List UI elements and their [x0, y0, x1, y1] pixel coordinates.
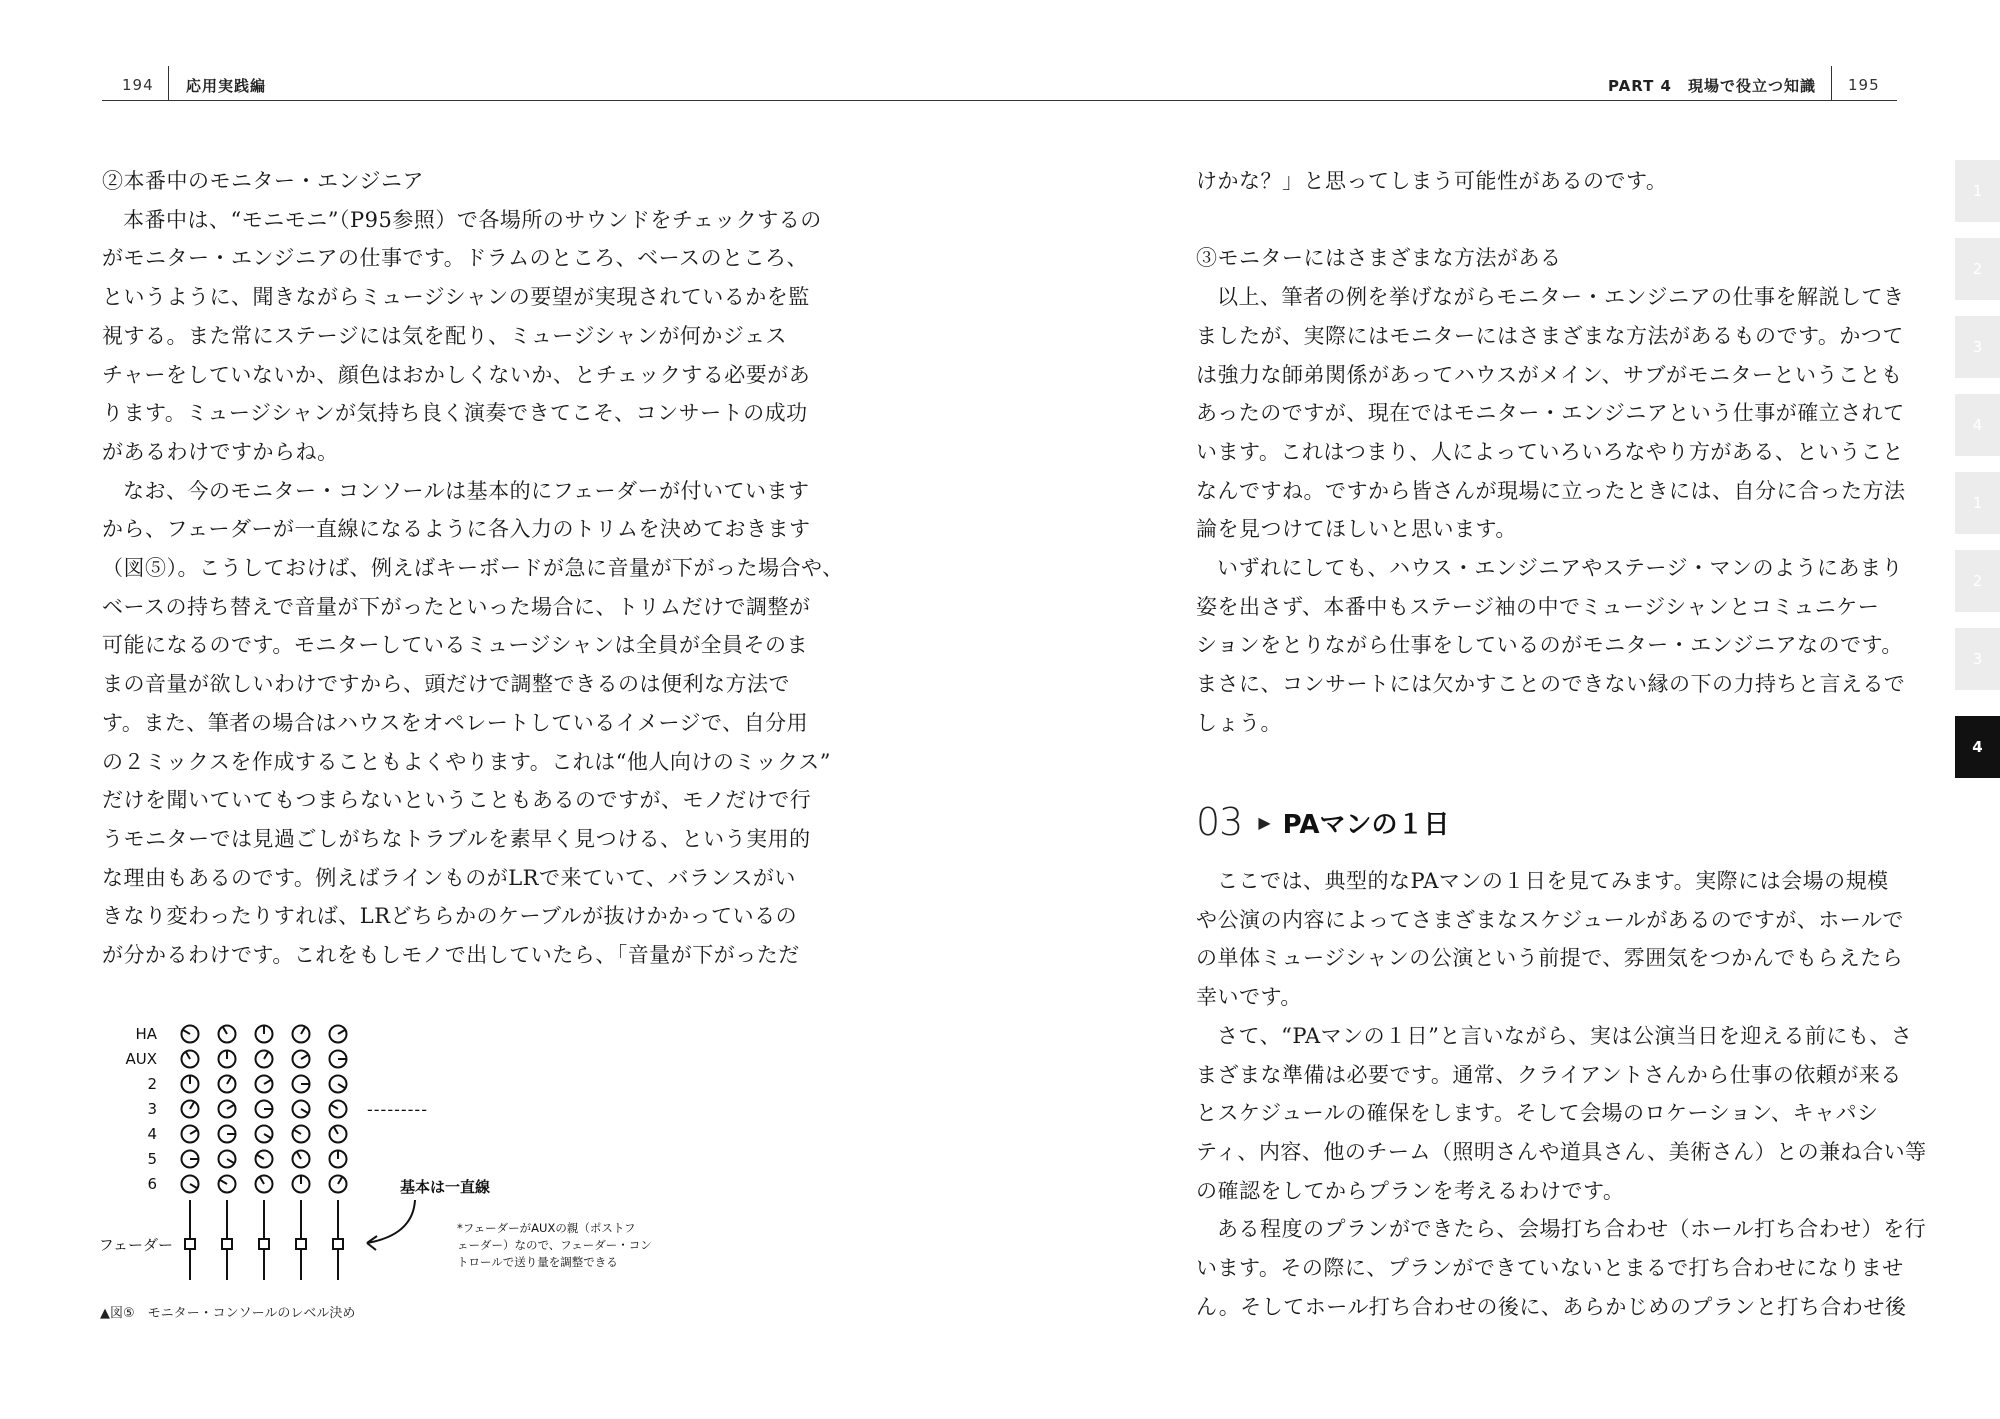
- text-line: ここでは、典型的なPAマンの１日を見てみます。実際には会場の規模: [1217, 869, 1889, 893]
- side-tab-7[interactable]: 3: [1955, 628, 2000, 690]
- annotation-arrow: [367, 1200, 415, 1243]
- text-line: の確認をしてからプランを考えるわけです。: [1196, 1178, 1625, 1203]
- row-label: AUX: [125, 1050, 157, 1068]
- text-line: がモニター・エンジニアの仕事です。ドラムのところ、ベースのところ、: [102, 246, 809, 271]
- text-line: の単体ミュージシャンの公演という前提で、雰囲気をつかんでもらえたら: [1196, 946, 1904, 971]
- dashes: ---------: [367, 1100, 428, 1119]
- text-line: なんですね。ですから皆さんが現場に立ったときには、自分に合った方法: [1196, 478, 1906, 503]
- right-column-top: [1196, 162, 1906, 743]
- text-line: まさに、コンサートには欠かすことのできない縁の下の力持ちと言えるで: [1196, 672, 1906, 697]
- figure-note-line: ェーダー）なので、フェーダー・コン: [457, 1238, 652, 1252]
- text-line: きなり変わったりすれば、LRどちらかのケーブルが抜けかかっているの: [102, 904, 798, 929]
- text-line: います。これはつまり、人によっていろいろなやり方がある、ということ: [1196, 439, 1904, 464]
- text-line: さて、“PAマンの１日”と言いながら、実は公演当日を迎える前にも、さ: [1217, 1023, 1913, 1048]
- text-line: 視する。また常にステージには気を配り、ミュージシャンが何かジェス: [102, 323, 787, 348]
- section-title: PAマンの１日: [1282, 809, 1450, 840]
- text-line: だけを聞いていてもつまらないということもあるのですが、モノだけで行: [102, 788, 812, 813]
- text-line: チャーをしていないか、顔色はおかしくないか、とチェックする必要があ: [102, 362, 811, 387]
- side-tab-2[interactable]: 2: [1955, 238, 2000, 300]
- side-tab-4[interactable]: 4: [1955, 394, 2000, 456]
- text-line: は強力な師弟関係があってハウスがメイン、サブがモニターということも: [1196, 362, 1903, 387]
- text-line: ③モニターにはさまざまな方法がある: [1196, 246, 1562, 271]
- text-line: まざまな準備は必要です。通常、クライアントさんから仕事の依頼が来る: [1196, 1062, 1902, 1087]
- text-line: というように、聞きながらミュージシャンの要望が実現されているかを監: [102, 285, 810, 310]
- text-line: 以上、筆者の例を挙げながらモニター・エンジニアの仕事を解説してき: [1217, 285, 1905, 310]
- text-line: いずれにしても、ハウス・エンジニアやステージ・マンのようにあまり: [1217, 556, 1904, 581]
- annotation-title: 基本は一直線: [400, 1178, 491, 1196]
- figure-console-levels: [95, 1010, 795, 1340]
- fader-label: フェーダー: [98, 1236, 173, 1254]
- section-arrow-icon: ▶: [1258, 812, 1271, 832]
- fader-knob-icon: [333, 1239, 343, 1249]
- text-line: ションをとりながら仕事をしているのがモニター・エンジニアなのです。: [1196, 633, 1903, 658]
- text-line: ましたが、実際にはモニターにはさまざまな方法があるものです。かつて: [1196, 323, 1904, 348]
- text-line: 本番中は、“モニモニ”（P95参照）で各場所のサウンドをチェックするの: [123, 207, 822, 232]
- header-left-separator: [168, 66, 169, 100]
- header-right-page-number: 195: [1848, 76, 1880, 94]
- text-line: 可能になるのです。モニターしているミュージシャンは全員が全員そのま: [102, 633, 809, 658]
- text-line: から、フェーダーが一直線になるように各入力のトリムを決めておきます: [102, 517, 811, 542]
- fader-knob-icon: [185, 1239, 195, 1249]
- text-line: ん。そしてホール打ち合わせの後に、あらかじめのプランと打ち合わせ後: [1196, 1294, 1907, 1319]
- side-tab-8[interactable]: 4: [1955, 716, 2000, 778]
- header-left-page-number: 194: [122, 76, 154, 94]
- text-line: 論を見つけてほしいと思います。: [1196, 517, 1517, 542]
- text-line: す。また、筆者の場合はハウスをオペレートしているイメージで、自分用: [102, 710, 809, 735]
- fader-knob-icon: [259, 1239, 269, 1249]
- text-line: けかな？」と思ってしまう可能性があるのです。: [1196, 169, 1668, 193]
- text-line: ある程度のプランができたら、会場打ち合わせ（ホール打ち合わせ）を行: [1217, 1217, 1927, 1242]
- header-right-label: PART 4 現場で役立つ知識: [1608, 77, 1816, 95]
- text-line: うモニターでは見過ごしがちなトラブルを素早く見つける、という実用的: [102, 826, 811, 851]
- text-line: ベースの持ち替えで音量が下がったといった場合に、トリムだけで調整が: [102, 594, 811, 619]
- header-rule: [102, 100, 1897, 101]
- text-line: います。その際に、プランができていないとまるで打ち合わせになりませ: [1196, 1256, 1904, 1281]
- row-label: 6: [147, 1175, 157, 1193]
- text-line: なお、今のモニター・コンソールは基本的にフェーダーが付いています: [123, 478, 810, 503]
- text-line: しょう。: [1196, 710, 1282, 735]
- text-line: な理由もあるのです。例えばラインものがLRで来ていて、バランスがい: [102, 865, 796, 890]
- text-line: [1196, 201, 1906, 240]
- header-right-separator: [1831, 66, 1832, 100]
- section-heading: [1196, 800, 1449, 844]
- row-label: 5: [147, 1150, 157, 1168]
- side-tab-5[interactable]: 1: [1955, 472, 2000, 534]
- figure-note-line: *フェーダーがAUXの親（ポストフ: [457, 1221, 636, 1235]
- row-label: 2: [147, 1075, 157, 1093]
- side-tab-1[interactable]: 1: [1955, 160, 2000, 222]
- side-tab-6[interactable]: 2: [1955, 550, 2000, 612]
- row-label: 4: [147, 1125, 157, 1143]
- text-line: 姿を出さず、本番中もステージ袖の中でミュージシャンとコミュニケー: [1196, 594, 1880, 619]
- text-line: ②本番中のモニター・エンジニア: [102, 169, 424, 193]
- figure-note-line: トロールで送り量を調整できる: [457, 1255, 618, 1269]
- fader-knob-icon: [296, 1239, 306, 1249]
- right-column-bottom: [1196, 862, 1927, 1326]
- text-line: ります。ミュージシャンが気持ち良く演奏できてこそ、コンサートの成功: [102, 401, 808, 426]
- fader-knob-icon: [222, 1239, 232, 1249]
- console-diagram: [95, 1010, 795, 1340]
- text-line: （図⑤）。こうしておけば、例えばキーボードが急に音量が下がった場合や、: [102, 556, 844, 581]
- text-line: があるわけですからね。: [102, 439, 339, 464]
- row-label: HA: [135, 1025, 157, 1043]
- text-line: あったのですが、現在ではモニター・エンジニアという仕事が確立されて: [1196, 401, 1905, 426]
- side-tab-3[interactable]: 3: [1955, 316, 2000, 378]
- text-line: が分かるわけです。これをもしモノで出していたら、「音量が下がっただ: [102, 943, 800, 968]
- text-line: 幸いです。: [1196, 985, 1302, 1010]
- text-line: の２ミックスを作成することもよくやります。これは“他人向けのミックス”: [102, 749, 832, 774]
- figure-caption: ▲図⑤ モニター・コンソールのレベル決め: [100, 1306, 356, 1321]
- text-line: ティ、内容、他のチーム（照明さんや道具さん、美術さん）との兼ね合い等: [1196, 1139, 1927, 1164]
- section-number: 03: [1196, 800, 1243, 844]
- text-line: まの音量が欲しいわけですから、頭だけで調整できるのは便利な方法で: [102, 672, 790, 697]
- text-line: や公演の内容によってさまざまなスケジュールがあるのですが、ホールで: [1196, 907, 1904, 932]
- header-left-label: 応用実践編: [186, 77, 267, 95]
- text-line: とスケジュールの確保をします。そして会場のロケーション、キャパシ: [1196, 1101, 1879, 1126]
- left-column: [102, 162, 844, 975]
- row-label: 3: [147, 1100, 157, 1118]
